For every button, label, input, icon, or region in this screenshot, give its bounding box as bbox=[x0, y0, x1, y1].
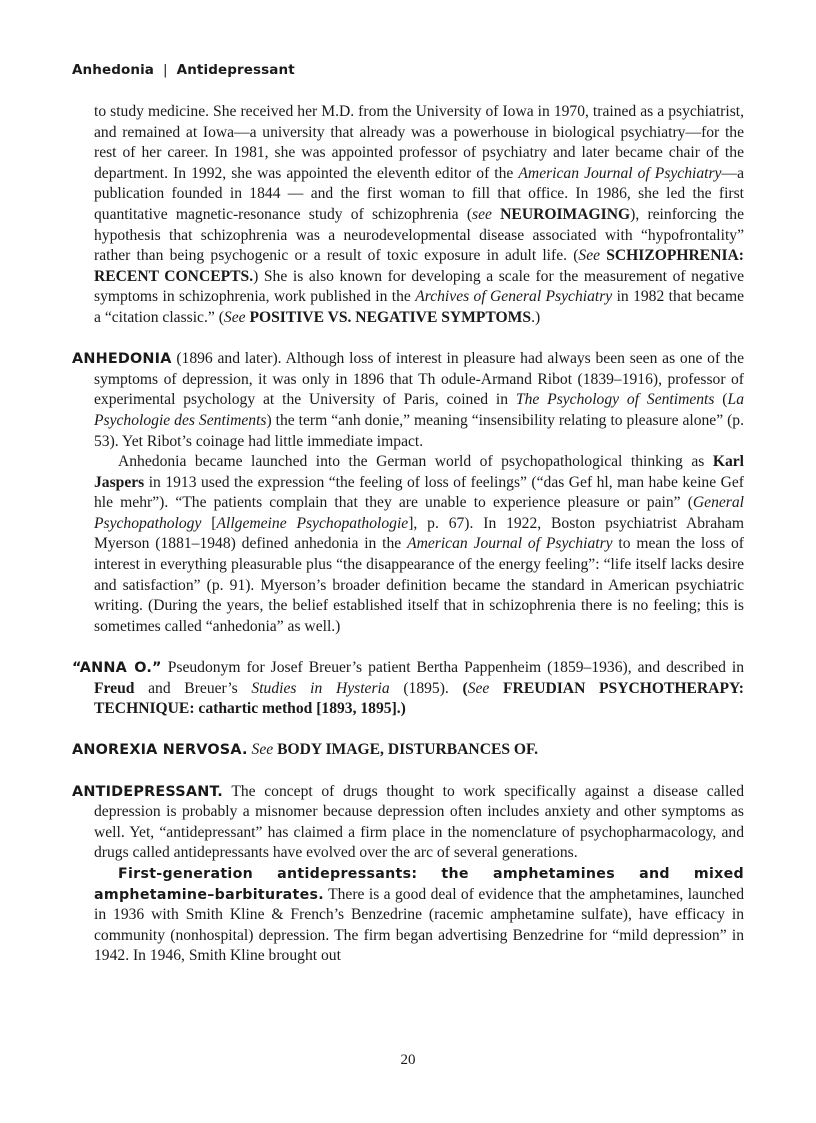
text-run: and Breuer’s bbox=[134, 679, 252, 697]
entry-anna-o bbox=[72, 658, 744, 720]
text-run: —a publication founded in 1844 — and the first woman to fill that office. In 1986, she led the first quantitative magnetic-resonance study of schizophrenia ( bbox=[94, 164, 744, 223]
text-run: The concept of drugs thought to work specifically against a disease called depression is probably a misnomer because depression often includes anxiety and other symptoms as well. Yet, “antidepressant” has claimed a firm place in the nomenclature of psychopharmacology, and drugs called antidepressants have evolved over the arc of several generations. bbox=[94, 782, 744, 862]
text-run: ) She is also known for developing a scale for the measurement of negative symptoms in schizophrenia, work published in the bbox=[94, 267, 744, 306]
text-run: (1896 and later). Although loss of interest in pleasure had always been seen as one of the symptoms of depression, it was only in 1896 that Th odule-Armand Ribot (1839–1916), professor of experimental psychology at the University of Paris, coined in bbox=[94, 350, 744, 409]
book-title: Studies in Hysteria bbox=[251, 679, 390, 697]
journal-title: Archives of General Psychiatry bbox=[415, 288, 613, 306]
continuation-paragraph bbox=[72, 102, 744, 329]
text-run: to mean the loss of interest in everything pleasurable plus “the disappearance of the energy feeling”: “life itself lacks desire and satisfaction” (p. 91). Myerson’s broader definition became the standard in American psychiatric writing. (During the years, the belief established itself that in schizophrenia there is no feeling; this is sometimes called “anhedonia” as well.) bbox=[94, 535, 744, 635]
text-run: to study medicine. She received her M.D. from the University of Iowa in 1970, trained as a psychiatrist, and remained at Iowa—a university that already was a powerhouse in biological psychiatry—for the rest of her career. In 1981, she was appointed professor of psychiatry and later became chair of the department. In 1992, she was appointed the eleventh editor of the bbox=[94, 103, 744, 182]
text-run: There is a good deal of evidence that the amphetamines, launched in 1936 with Smith Kline & French’s Benzedrine (racemic amphetamine sulfate), have efficacy in community (nonhospital) depression. The firm began advertising Benzedrine for “mild depression” in 1942. In 1946, Smith Kline brought out bbox=[94, 885, 744, 965]
entry-antidepressant-paragraph-2 bbox=[72, 864, 744, 967]
cross-reference[interactable]: BODY IMAGE, DISTURBANCES OF. bbox=[277, 741, 539, 759]
see-label: See bbox=[467, 679, 490, 697]
text-run: ], p. 67). In 1922, Boston psychiatrist Abraham Myerson (1881–1948) defined anhedonia in the bbox=[94, 514, 744, 553]
running-head-separator: | bbox=[163, 62, 168, 78]
cross-reference[interactable]: POSITIVE VS. NEGATIVE SYMPTOMS bbox=[249, 308, 532, 326]
text-run: Pseudonym for Josef Breuer’s patient Bertha Pappenheim (1859–1936), and described in bbox=[161, 659, 744, 677]
cross-reference[interactable]: Freud bbox=[94, 679, 135, 697]
cross-reference[interactable]: FREUDIAN PSYCHOTHERAPY: TECHNIQUE: cathartic method bbox=[94, 679, 744, 718]
see-label: see bbox=[472, 205, 492, 223]
book-title: The Psychology of Sentiments bbox=[515, 391, 715, 409]
journal-title: American Journal of Psychiatry bbox=[407, 535, 613, 553]
text-run: [ bbox=[201, 514, 217, 532]
journal-title: American Journal of Psychiatry bbox=[518, 164, 722, 182]
text-run: [1893, 1895].) bbox=[312, 700, 406, 718]
text-run: ), reinforcing the hypothesis that schizophrenia was a neurodevelopmental disease associated with “hypofrontality” rather than being psychogenic or a result of toxic exposure in adult life. ( bbox=[94, 205, 744, 265]
cross-reference[interactable]: NEUROIMAGING bbox=[500, 205, 631, 223]
text-run: .) bbox=[531, 308, 541, 326]
headword: ANTIDEPRESSANT. bbox=[72, 783, 223, 800]
running-head bbox=[72, 62, 295, 78]
text-run: ( bbox=[714, 391, 728, 409]
running-head-right: Antidepressant bbox=[176, 62, 295, 78]
cross-reference[interactable]: Karl Jaspers bbox=[94, 453, 744, 491]
paren: ( bbox=[462, 679, 468, 697]
book-title: La Psychologie des Sentiments bbox=[94, 391, 744, 429]
headword: “ANNA O.” bbox=[72, 660, 162, 677]
body-text bbox=[72, 102, 744, 967]
entry-anorexia-nervosa bbox=[72, 740, 744, 761]
see-label: See bbox=[251, 741, 274, 759]
see-label: See bbox=[578, 247, 601, 265]
headword: ANHEDONIA bbox=[72, 351, 172, 368]
entry-anhedonia bbox=[72, 349, 744, 452]
subheading: First-generation antidepressants: the amphetamines and mixed amphetamine–barbiturates. bbox=[94, 865, 744, 903]
entry-antidepressant bbox=[72, 782, 744, 864]
text-run: (1895). bbox=[389, 679, 463, 697]
text-run: ) the term “anh donie,” meaning “insensibility relating to pleasure alone” (p. 53). Yet Ribot’s coinage had little immediate impact. bbox=[94, 411, 744, 450]
see-label: See bbox=[223, 308, 246, 326]
cross-reference[interactable]: SCHIZOPHRENIA: RECENT CONCEPTS. bbox=[94, 247, 744, 285]
page-number: 20 bbox=[400, 1052, 416, 1068]
entry-anhedonia-paragraph-2 bbox=[72, 452, 744, 637]
text-run: in 1982 that became a “citation classic.” ( bbox=[94, 288, 744, 326]
book-title: General Psychopathology bbox=[94, 494, 744, 532]
headword: ANOREXIA NERVOSA. bbox=[72, 742, 248, 759]
book-title: Allgemeine Psychopathologie bbox=[216, 514, 409, 532]
text-run: in 1913 used the expression “the feeling of loss of feelings” (“das Gef hl, man habe keine Gef hle mehr”). “The patients complain that they are unable to experience pleasure or pain” ( bbox=[94, 473, 744, 512]
running-head-left: Anhedonia bbox=[72, 62, 155, 78]
text-run: Anhedonia became launched into the German world of psychopathological thinking as bbox=[118, 453, 713, 471]
